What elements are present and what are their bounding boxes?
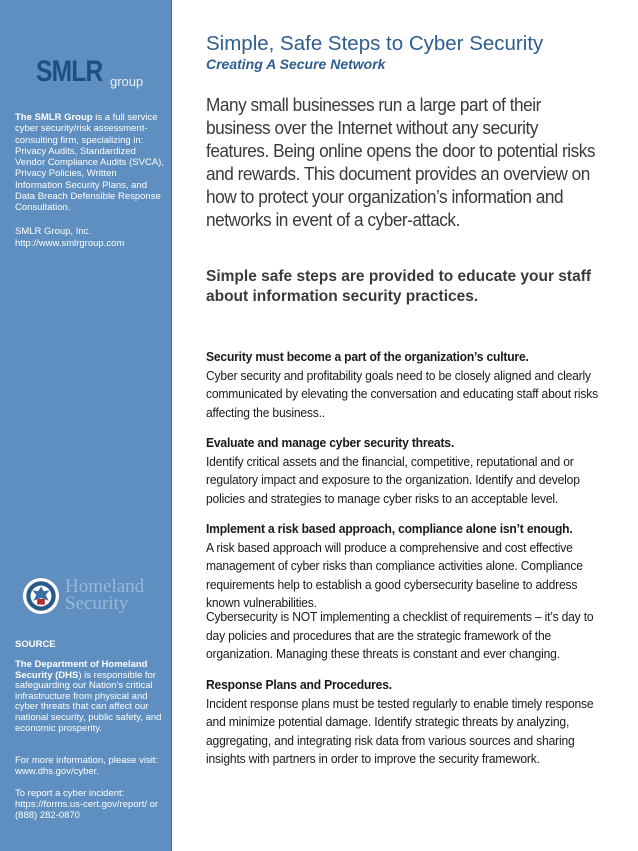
source-org: The Department of Homeland Security (DHS: [15, 659, 148, 681]
source-text: ) is responsible for safeguarding our Nation’s critical infrastructure from physical and cyber threats that can affect our national security, public safety, and economic prosperity.: [15, 669, 162, 734]
section-heading: Security must become a part of the organization’s culture.: [206, 349, 529, 364]
section-heading: Evaluate and manage cyber security threats.: [206, 435, 455, 450]
source-label: SOURCE: [15, 639, 56, 650]
more-info: For more information, please visit: www.dhs.gov/cyber.: [15, 755, 159, 777]
section-risk-extra: Cybersecurity is NOT implementing a checklist of requirements – it’s day to day policies and procedures that are the strategic framework of the organization. Managing these threats is constant and ever changing.: [206, 609, 594, 661]
about-smlr: [15, 112, 165, 214]
sidebar: [0, 0, 172, 851]
logo-main-text: SMLR: [36, 55, 103, 88]
section-body: Incident response plans must be tested regularly to enable timely response and minimize potential damage. Identify strategic threats by analyzing, aggregating, and integrating risk data from various sources and sharing insights with partners in order to improve the security framework.: [206, 695, 594, 766]
logo-sub-text: group: [110, 74, 144, 89]
section-heading: Implement a risk based approach, compliance alone isn’t enough.: [206, 521, 573, 536]
section-heading: Response Plans and Procedures.: [206, 677, 392, 692]
source-description: [15, 660, 165, 734]
dhs-logo-text: Homeland Security: [65, 576, 145, 614]
about-description: is a full service cyber security/risk assessment-consulting firm, specializing in: Privacy Audits, Standardized Vendor Compliance Audits (SVCA), Privacy Policies, Written Information Security Plans, and Data Breach Defensible Response Consultation.: [15, 112, 164, 214]
intro-paragraph: Many small businesses run a large part of their business over the Internet without any security features. Being online opens the door to potential risks and rewards. This document provides an overview on how to protect your organization’s information and networks in event of a cyber-attack.: [206, 94, 596, 230]
section-response: [206, 676, 600, 769]
page-title: Simple, Safe Steps to Cyber Security: [206, 32, 544, 55]
company-url-link[interactable]: http://www.smlrgroup.com: [15, 237, 125, 249]
section-body: Identify critical assets and the financial, competitive, reputational and or regulatory impact and exposure to the organization. Identify and develop policies and strategies to manage cyber risks to an acceptable level.: [206, 453, 580, 506]
page-subtitle: Creating A Secure Network: [206, 56, 386, 72]
company-contact: [15, 226, 165, 249]
section-body: A risk based approach will produce a comprehensive and cost effective management of cyber risks than compliance activities alone. Compliance requirements help to establish a good cybersecurity baseline to address known vulnerabilities.: [206, 539, 583, 610]
section-body: Cyber security and profitability goals need to be closely aligned and clearly communicated by elevating the conversation and educating staff about risks affecting the business..: [206, 367, 598, 420]
section-culture: [206, 348, 600, 422]
company-name: SMLR Group, Inc.: [15, 226, 92, 237]
lead-paragraph: Simple safe steps are provided to educate your staff about information security practices.: [206, 268, 592, 305]
section-risk-approach: [206, 520, 600, 613]
dhs-seal-icon: [22, 577, 60, 615]
section-threats: [206, 434, 600, 508]
report-incident: To report a cyber incident: https://forms.us-cert.gov/report/ or (888) 282-0870: [15, 788, 159, 821]
about-company-name: The SMLR Group: [15, 112, 93, 123]
smlr-logo: [36, 55, 144, 89]
